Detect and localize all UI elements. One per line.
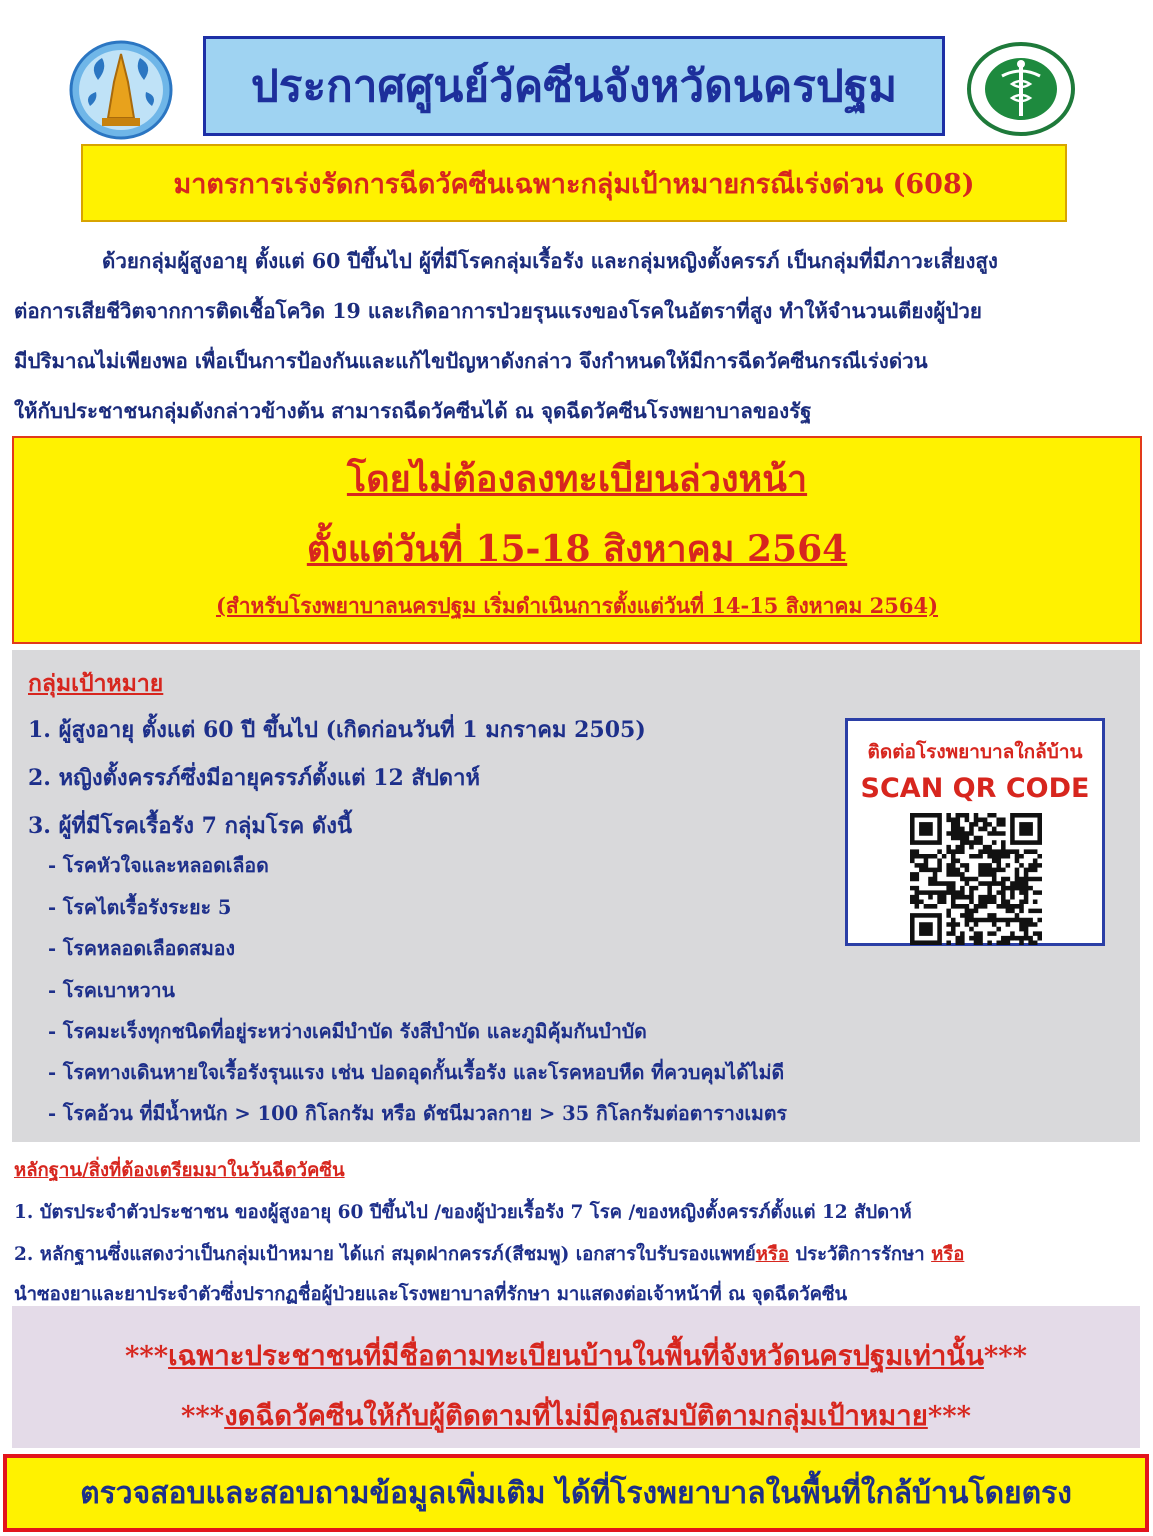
stars: *** xyxy=(181,1400,225,1432)
scan-qr-text: SCAN QR CODE xyxy=(860,773,1090,804)
warning-line xyxy=(12,1394,1140,1438)
eligibility-warnings xyxy=(12,1306,1140,1448)
document-item-text: 2. หลักฐานซึ่งแสดงว่าเป็นกลุ่มเป้าหมาย ได้แก่ สมุดฝากครรภ์(สีชมพู) เอกสารใบรับรองแพทย์ xyxy=(14,1244,756,1265)
provincial-seal-icon xyxy=(68,40,174,140)
hospital-note: (สำหรับโรงพยาบาลนครปฐม เริ่มดำเนินการตั้งแต่วันที่ 14-15 สิงหาคม 2564) xyxy=(215,593,939,618)
walk-in-notice xyxy=(12,436,1142,644)
contact-footer: ตรวจสอบและสอบถามข้อมูลเพิ่มเติม ได้ที่โรงพยาบาลในพื้นที่ใกล้บ้านโดยตรง xyxy=(3,1454,1149,1532)
warning-text: งดฉีดวัคซีนให้กับผู้ติดตามที่ไม่มีคุณสมบัติตามกลุ่มเป้าหมาย xyxy=(224,1400,928,1432)
disease-item: - โรคทางเดินหายใจเรื้อรังรุนแรง เช่น ปอดอุดกั้นเรื้อรัง และโรคหอบหืด ที่ควบคุมได้ไม่ดี xyxy=(48,1061,785,1084)
or-keyword: หรือ xyxy=(755,1244,789,1265)
stars: *** xyxy=(927,1400,971,1432)
announcement-title: ประกาศศูนย์วัคซีนจังหวัดนครปฐม xyxy=(203,36,945,136)
disease-item: - โรคมะเร็งทุกชนิดที่อยู่ระหว่างเคมีบำบัด รังสีบำบัด และภูมิคุ้มกันบำบัด xyxy=(48,1020,647,1043)
required-documents-section xyxy=(14,1152,1140,1305)
warning-text: เฉพาะประชาชนที่มีชื่อตามทะเบียนบ้านในพื้นที่จังหวัดนครปฐมเท่านั้น xyxy=(168,1340,984,1372)
date-range-heading: ตั้งแต่วันที่ 15-18 สิงหาคม 2564 xyxy=(306,528,848,570)
document-item: นำซองยาและยาประจำตัวซึ่งปรากฏชื่อผู้ป่วยและโรงพยาบาลที่รักษา มาแสดงต่อเจ้าหน้าที่ ณ จุดฉีดวัคซีน xyxy=(14,1284,848,1305)
required-documents-heading: หลักฐาน/สิ่งที่ต้องเตรียมมาในวันฉีดวัคซีน xyxy=(14,1160,345,1181)
stars: *** xyxy=(124,1340,169,1372)
warning-line xyxy=(12,1334,1140,1378)
disease-item: - โรคเบาหวาน xyxy=(48,979,175,1002)
disease-item: - โรคหลอดเลือดสมอง xyxy=(48,937,236,960)
disease-item: - โรคอ้วน ที่มีน้ำหนัก > 100 กิโลกรัม หรือ ดัชนีมวลกาย > 35 กิโลกรัมต่อตารางเมตร xyxy=(48,1102,787,1125)
disease-item: - โรคไตเรื้อรังระยะ 5 xyxy=(48,896,232,919)
document-item xyxy=(14,1240,964,1269)
disease-item: - โรคหัวใจและหลอดเลือด xyxy=(48,854,269,877)
no-registration-heading: โดยไม่ต้องลงทะเบียนล่วงหน้า xyxy=(346,458,808,500)
intro-line: ต่อการเสียชีวิตจากการติดเชื้อโควิด 19 และเกิดอาการป่วยรุนแรงของโรคในอัตราที่สูง ทำให้จำนวนเตียงผู้ป่วย xyxy=(14,299,982,323)
or-keyword: หรือ xyxy=(931,1244,965,1265)
qr-label: ติดต่อโรงพยาบาลใกล้บ้าน xyxy=(867,741,1083,763)
target-item: 2. หญิงตั้งครรภ์ซึ่งมีอายุครรภ์ตั้งแต่ 12 สัปดาห์ xyxy=(28,765,480,791)
measure-subtitle: มาตรการเร่งรัดการฉีดวัคซีนเฉพาะกลุ่มเป้าหมายกรณีเร่งด่วน (608) xyxy=(81,144,1067,222)
qr-code-icon[interactable] xyxy=(910,813,1042,945)
intro-line: ให้กับประชาชนกลุ่มดังกล่าวข้างต้น สามารถฉีดวัคซีนได้ ณ จุดฉีดวัคซีนโรงพยาบาลของรัฐ xyxy=(14,399,812,423)
qr-contact-box[interactable] xyxy=(845,718,1105,946)
document-item: 1. บัตรประจำตัวประชาชน ของผู้สูงอายุ 60 ปีขึ้นไป /ของผู้ป่วยเรื้อรัง 7 โรค /ของหญิงตั้งครรภ์ตั้งแต่ 12 สัปดาห์ xyxy=(14,1202,912,1223)
intro-line: มีปริมาณไม่เพียงพอ เพื่อเป็นการป้องกันและแก้ไขปัญหาดังกล่าว จึงกำหนดให้มีการฉีดวัคซีนกรณีเร่งด่วน xyxy=(14,349,928,373)
target-item: 3. ผู้ที่มีโรคเรื้อรัง 7 กลุ่มโรค ดังนี้ xyxy=(28,813,352,839)
intro-paragraph xyxy=(14,236,1140,436)
target-item: 1. ผู้สูงอายุ ตั้งแต่ 60 ปี ขึ้นไป (เกิดก่อนวันที่ 1 มกราคม 2505) xyxy=(28,717,646,743)
stars: *** xyxy=(983,1340,1028,1372)
target-groups-heading: กลุ่มเป้าหมาย xyxy=(28,670,164,697)
ministry-of-public-health-seal-icon xyxy=(966,42,1076,136)
document-item-text: ประวัติการรักษา xyxy=(788,1244,932,1265)
intro-line: ด้วยกลุ่มผู้สูงอายุ ตั้งแต่ 60 ปีขึ้นไป ผู้ที่มีโรคกลุ่มเรื้อรัง และกลุ่มหญิงตั้งครรภ์ เป็นกลุ่มที่มีภาวะเสี่ยงสูง xyxy=(102,249,998,273)
